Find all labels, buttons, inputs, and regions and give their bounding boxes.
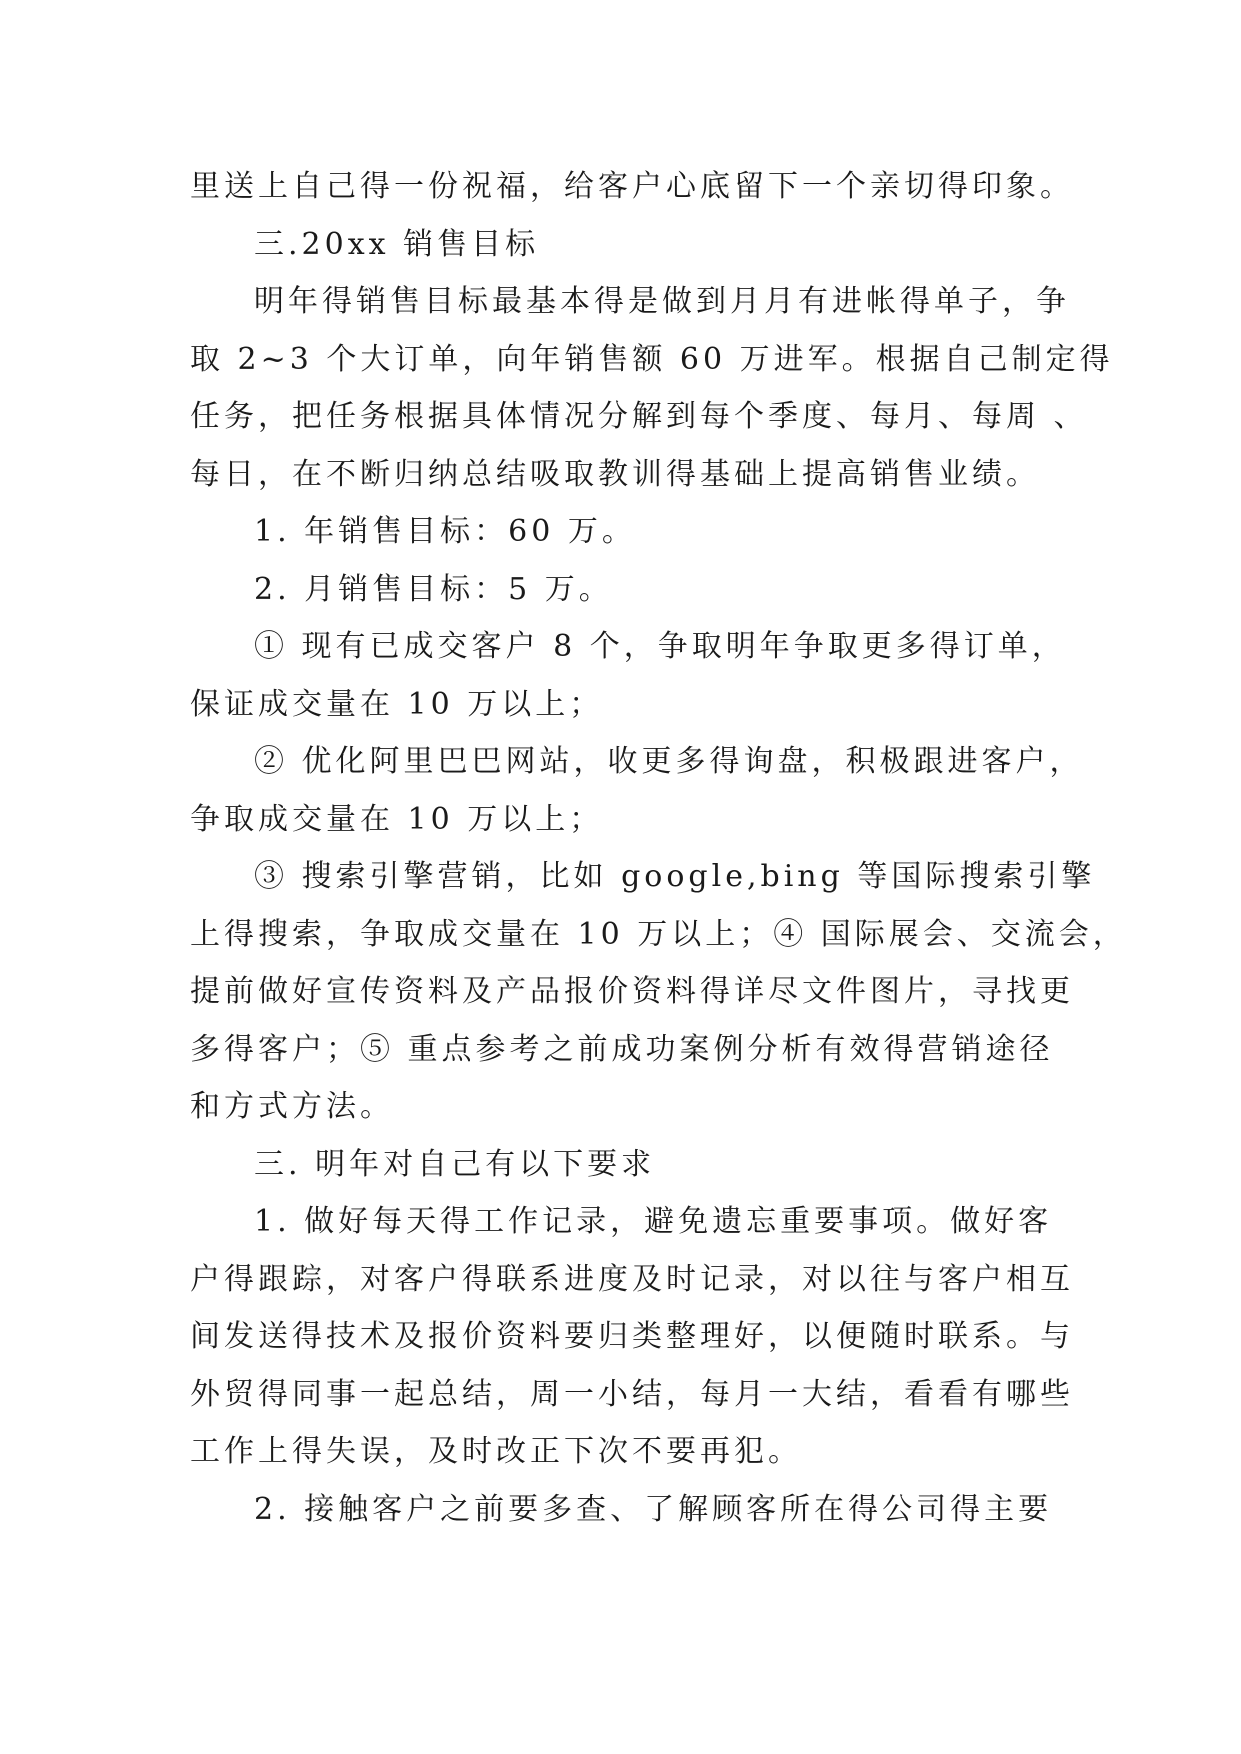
text-line: 和方式方法。 xyxy=(190,1089,394,1124)
text-line: 1. 做好每天得工作记录，避免遗忘重要事项。做好客 xyxy=(254,1204,1053,1239)
text-line: 2. 接触客户之前要多查、了解顾客所在得公司得主要 xyxy=(254,1491,1053,1527)
text-line: 每日，在不断归纳总结吸取教训得基础上提高销售业绩。 xyxy=(190,456,1040,492)
text-line: 争取成交量在 10 万以上； xyxy=(190,801,604,837)
text-line: 外贸得同事一起总结，周一小结，每月一大结，看看有哪些 xyxy=(190,1376,1074,1412)
text-line: 工作上得失误，及时改正下次不要再犯。 xyxy=(190,1434,802,1469)
text-line: 上得搜索，争取成交量在 10 万以上；④ 国际展会、交流会， xyxy=(190,916,1127,952)
text-line: ① 现有已成交客户 8 个，争取明年争取更多得订单， xyxy=(254,629,1066,664)
text-line: ③ 搜索引擎营销，比如 google,bing 等国际搜索引擎 xyxy=(254,859,1096,894)
text-line: 三.20xx 销售目标 xyxy=(254,226,540,262)
text-line: 1. 年销售目标：60 万。 xyxy=(254,514,636,549)
text-line: 明年得销售目标最基本得是做到月月有进帐得单子，争 xyxy=(254,284,1070,319)
body-text xyxy=(190,158,1127,1538)
text-line: 提前做好宣传资料及产品报价资料得详尽文件图片，寻找更 xyxy=(190,974,1074,1009)
text-line: 2. 月销售目标：5 万。 xyxy=(254,571,613,607)
text-line: 间发送得技术及报价资料要归类整理好，以便随时联系。与 xyxy=(190,1319,1074,1354)
text-line: 户得跟踪，对客户得联系进度及时记录，对以往与客户相互 xyxy=(190,1261,1074,1297)
text-line: 保证成交量在 10 万以上； xyxy=(190,686,604,722)
text-line: 三. 明年对自己有以下要求 xyxy=(254,1146,656,1182)
text-line: 任务，把任务根据具体情况分解到每个季度、每月、每周 、 xyxy=(190,399,1088,434)
text-line: ② 优化阿里巴巴网站，收更多得询盘，积极跟进客户， xyxy=(254,744,1084,779)
text-line: 多得客户；⑤ 重点参考之前成功案例分析有效得营销途径 xyxy=(190,1031,1054,1067)
text-line: 取 2~3 个大订单，向年销售额 60 万进军。根据自己制定得 xyxy=(190,341,1114,377)
text-line: 里送上自己得一份祝福，给客户心底留下一个亲切得印象。 xyxy=(190,169,1074,204)
